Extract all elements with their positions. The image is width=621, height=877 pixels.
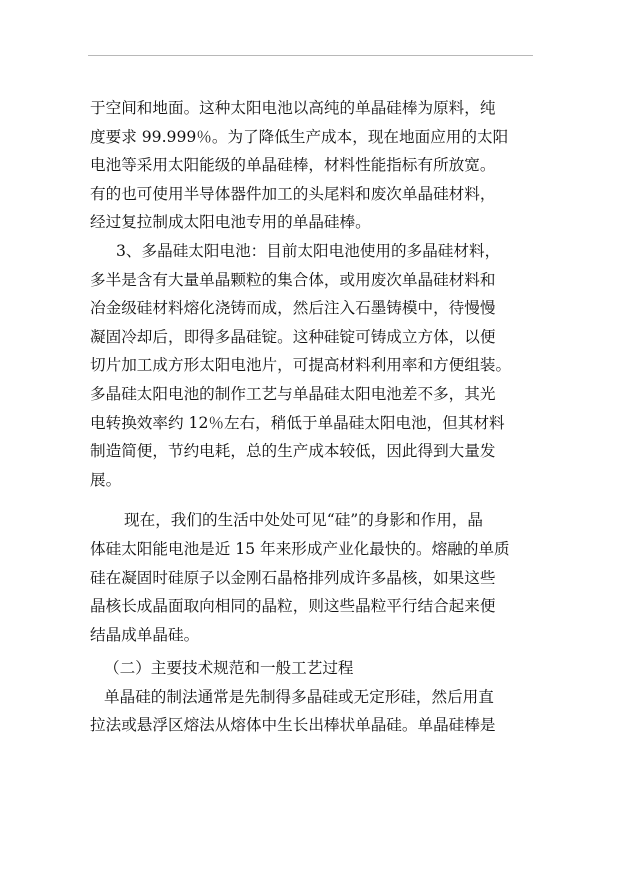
text-line: 晶核长成晶面取向相同的晶粒，则这些晶粒平行结合起来便	[90, 597, 496, 616]
text-line: 结晶成单晶硅。	[90, 625, 200, 644]
paragraph-1	[90, 94, 530, 237]
paragraph-3	[90, 506, 530, 649]
text-line: 多半是含有大量单晶颗粒的集合体，或用废次单晶硅材料和	[90, 270, 496, 289]
body-text	[90, 94, 530, 740]
text-line: 有的也可使用半导体器件加工的头尾料和废次单晶硅材料，	[90, 184, 496, 203]
text-line: 电池等采用太阳能级的单晶硅棒，材料性能指标有所放宽。	[90, 156, 496, 175]
text-line: 体硅太阳能电池是近 15 年来形成产业化最快的。熔融的单质	[90, 539, 510, 558]
text-line: 于空间和地面。这种太阳电池以高纯的单晶硅棒为原料，纯	[90, 99, 496, 117]
text-line: 多晶硅太阳电池的制作工艺与单晶硅太阳电池差不多，其光	[90, 384, 496, 403]
text-line: 3、多晶硅太阳电池：目前太阳电池使用的多晶硅材料，	[116, 241, 501, 260]
text-line: 现在，我们的生活中处处可见“硅”的身影和作用，晶	[124, 511, 484, 530]
text-line: 电转换效率约 12％左右，稍低于单晶硅太阳电池，但其材料	[90, 413, 505, 432]
text-line: 切片加工成方形太阳电池片，可提高材料利用率和方便组装。	[90, 356, 512, 375]
text-line: 拉法或悬浮区熔法从熔体中生长出棒状单晶硅。单晶硅棒是	[90, 716, 496, 735]
text-line: 硅在凝固时硅原子以金刚石晶格排列成许多晶核，如果这些	[90, 568, 496, 587]
paragraph-2	[90, 237, 530, 494]
text-line: 冶金级硅材料熔化浇铸而成，然后注入石墨铸模中，待慢慢	[90, 299, 496, 318]
text-line: 经过复拉制成太阳电池专用的单晶硅棒。	[90, 213, 371, 232]
header-rule	[88, 55, 533, 56]
section-heading	[90, 654, 530, 683]
text-line: 制造简便，节约电耗，总的生产成本较低，因此得到大量发	[90, 442, 496, 461]
section-heading-text: （二）主要技术规范和一般工艺过程	[104, 659, 354, 678]
paragraph-4	[90, 683, 530, 740]
text-line: 凝固冷却后，即得多晶硅锭。这种硅锭可铸成立方体，以便	[90, 327, 496, 346]
text-line: 单晶硅的制法通常是先制得多晶硅或无定形硅，然后用直	[104, 687, 494, 706]
text-line: 度要求 99.999％。为了降低生产成本，现在地面应用的太阳	[90, 127, 509, 146]
text-line: 展。	[90, 470, 122, 489]
